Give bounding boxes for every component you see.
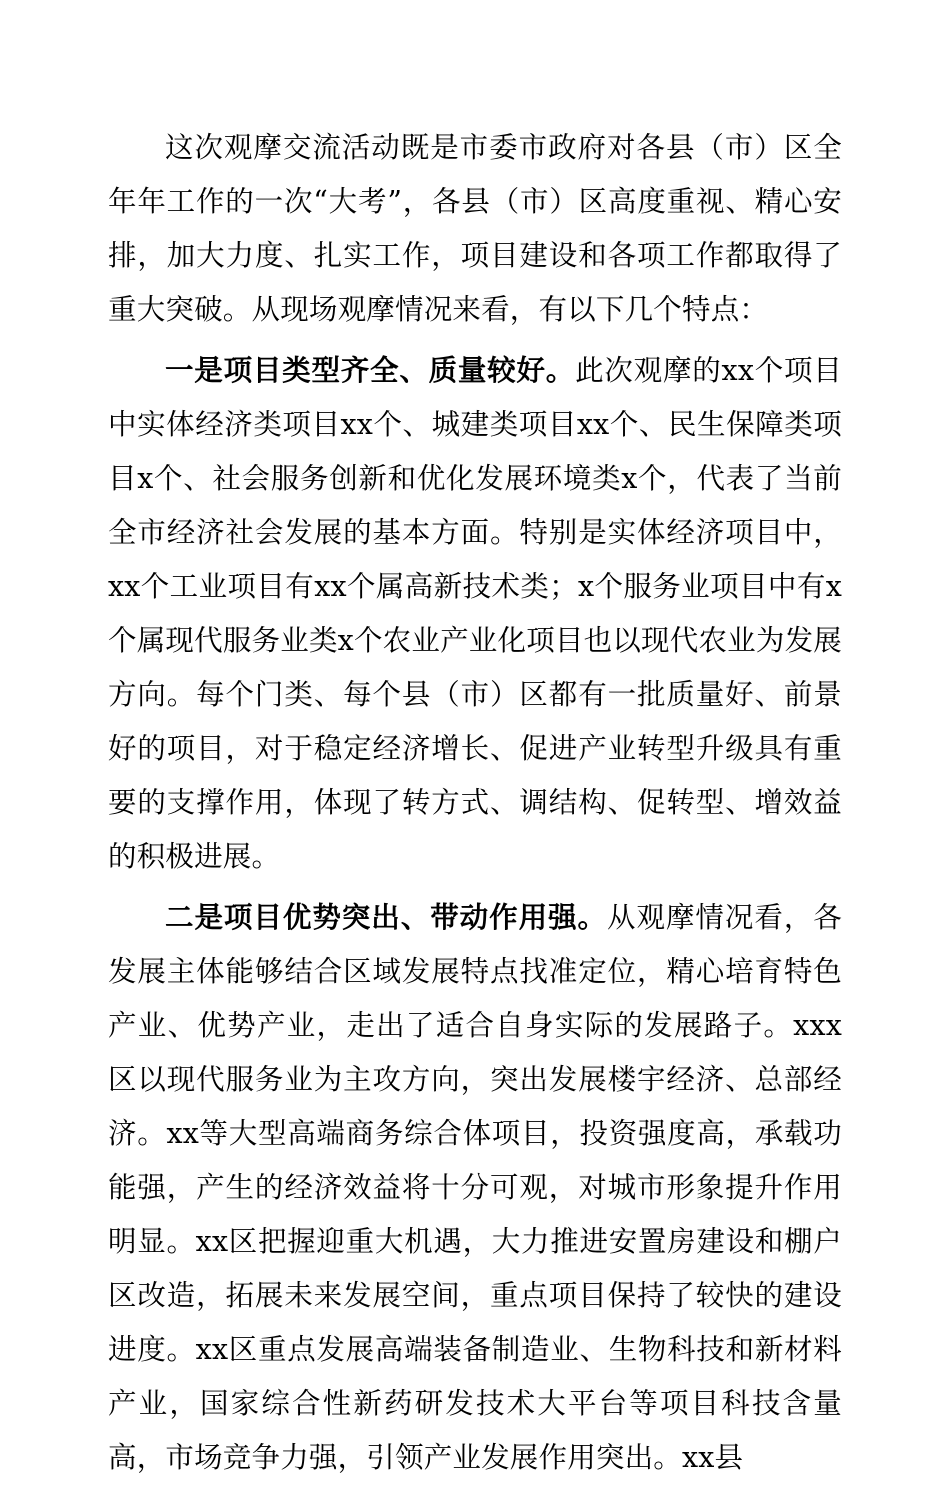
paragraph-1-text: 这次观摩交流活动既是市委市政府对各县（市）区全年年工作的一次“大考”，各县（市）区高度重视、精心安排，加大力度、扎实工作，项目建设和各项工作都取得了重大突破。从现场观摩情况来看，有以下几个特点： — [108, 131, 842, 326]
paragraph-3-text: 从观摩情况看，各发展主体能够结合区域发展特点找准定位，精心培育特色产业、优势产业，走出了适合自身实际的发展路子。xxx区以现代服务业为主攻方向，突出发展楼宇经济、总部经济。xx等大型高端商务综合体项目，投资强度高，承载功能强，产生的经济效益将十分可观，对城市形象提升作用明显。xx区把握迎重大机遇，大力推进安置房建设和棚户区改造，拓展未来发展空间，重点项目保持了较快的建设进度。xx区重点发展高端装备制造业、生物科技和新材料产业，国家综合性新药研发技术大平台等项目科技含量高，市场竞争力强，引领产业发展作用突出。xx县 — [108, 901, 842, 1474]
paragraph-1 — [108, 120, 842, 337]
paragraph-3 — [108, 890, 842, 1485]
document-body — [108, 120, 842, 1485]
paragraph-3-lead: 二是项目优势突出、带动作用强。 — [165, 900, 608, 934]
paragraph-2-lead: 一是项目类型齐全、质量较好。 — [165, 353, 576, 387]
paragraph-2 — [108, 343, 842, 884]
paragraph-2-text: 此次观摩的xx个项目中实体经济类项目xx个、城建类项目xx个、民生保障类项目x个、社会服务创新和优化发展环境类x个，代表了当前全市经济社会发展的基本方面。特别是实体经济项目中，xx个工业项目有xx个属高新技术类；x个服务业项目中有x个属现代服务业类x个农业产业化项目也以现代农业为发展方向。每个门类、每个县（市）区都有一批质量好、前景好的项目，对于稳定经济增长、促进产业转型升级具有重要的支撑作用，体现了转方式、调结构、促转型、增效益的积极进展。 — [108, 354, 842, 873]
